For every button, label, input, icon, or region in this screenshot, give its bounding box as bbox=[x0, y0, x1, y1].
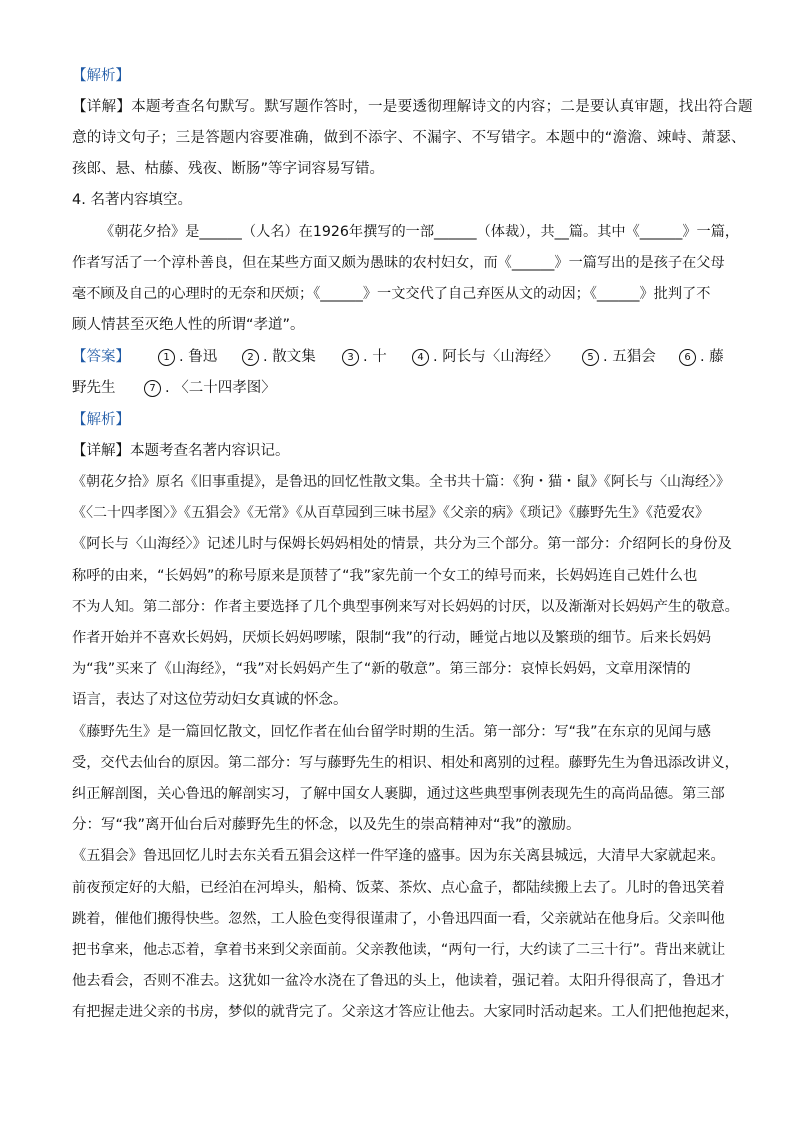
answer-item bbox=[679, 347, 724, 367]
paragraph-line: 孩郎、悬、枯藤、残夜、断肠”等字词容易写错。 bbox=[72, 161, 385, 177]
circled-number: 5 bbox=[582, 349, 599, 366]
question-title: 4. 名著内容填空。 bbox=[72, 192, 192, 208]
analysis-label: 【解析】 bbox=[72, 68, 130, 84]
paragraph-line: 受，交代去仙台的原因。第二部分：写与藤野先生的相识、相处和离别的过程。藤野先生为鲁迅添改讲义， bbox=[72, 755, 739, 771]
analysis-label: 【解析】 bbox=[72, 412, 130, 428]
paragraph-line: 《阿长与〈山海经〉》记述儿时与保姆长妈妈相处的情景，共分为三个部分。第一部分：介绍阿长的身份及 bbox=[72, 536, 732, 552]
paragraph-line: 【详解】本题考查名著内容识记。 bbox=[72, 443, 290, 459]
paragraph-line: 他去看会，否则不准去。这犹如一盆冷水浇在了鲁迅的头上，他读着，强记着。太阳升得很高了，鲁迅才 bbox=[72, 973, 725, 989]
circled-number: 6 bbox=[679, 349, 696, 366]
paragraph-line: 为“我”买来了《山海经》，“我”对长妈妈产生了“新的敬意”。第三部分：哀悼长妈妈，文章用深情的 bbox=[72, 661, 691, 677]
answer-text: . 〈二十四孝图〉 bbox=[165, 380, 276, 396]
answer-text: . 鲁迅 bbox=[179, 349, 218, 365]
paragraph-line: 作者开始并不喜欢长妈妈，厌烦长妈妈啰嗦，限制“我”的行动，睡觉占地以及繁琐的细节。后来长妈妈 bbox=[72, 630, 711, 646]
paragraph-line: 【详解】本题考查名句默写。默写题作答时，一是要透彻理解诗文的内容；二是要认真审题，找出符合题 bbox=[72, 99, 753, 115]
paragraph-line: 《〈二十四孝图〉》《五猖会》《无常》《从百草园到三味书屋》《父亲的病》《琐记》《藤野先生》《范爱农》 bbox=[72, 505, 709, 521]
circled-number: 2 bbox=[242, 349, 259, 366]
circled-number: 4 bbox=[412, 349, 429, 366]
answer-label: 【答案】 bbox=[72, 349, 130, 365]
answer-row bbox=[72, 347, 752, 367]
answer-row bbox=[72, 378, 752, 398]
paragraph-line: 《五猖会》鲁迅回忆儿时去东关看五猖会这样一件罕逢的盛事。因为东关离县城远，大清早大家就起来。 bbox=[72, 848, 725, 864]
question-line: 顾人情甚至灭绝人性的所谓“孝道”。 bbox=[72, 317, 305, 333]
answer-text: 野先生 bbox=[72, 380, 116, 396]
paragraph-line: 语言，表达了对这位劳动妇女真诚的怀念。 bbox=[72, 692, 348, 708]
paragraph-line: 不为人知。第二部分：作者主要选择了几个典型事例来写对长妈妈的讨厌，以及渐渐对长妈妈产生的敬意。 bbox=[72, 599, 739, 615]
paragraph-line: 跳着，催他们搬得快些。忽然，工人脸色变得很谨肃了，小鲁迅四面一看，父亲就站在他身后。父亲叫他 bbox=[72, 911, 725, 927]
question-line: 作者写活了一个淳朴善良，但在某些方面又颇为愚昧的农村妇女，而《______》一篇写出的是孩子在父母 bbox=[72, 255, 725, 271]
circled-number: 1 bbox=[158, 349, 175, 366]
circled-number: 3 bbox=[342, 349, 359, 366]
answer-item bbox=[342, 347, 387, 367]
answer-item bbox=[144, 378, 276, 398]
answer-text: . 藤 bbox=[700, 349, 724, 365]
answer-text: . 五猖会 bbox=[603, 349, 656, 365]
paragraph-line: 前夜预定好的大船，已经泊在河埠头，船椅、饭菜、茶炊、点心盒子，都陆续搬上去了。儿时的鲁迅笑着 bbox=[72, 880, 725, 896]
paragraph-line: 分：写“我”离开仙台后对藤野先生的怀念，以及先生的崇高精神对“我”的激励。 bbox=[72, 817, 581, 833]
paragraph-line: 意的诗文句子；三是答题内容要准确，做到不添字、不漏字、不写错字。本题中的“澹澹、竦峙、萧瑟、 bbox=[72, 130, 746, 146]
paragraph-line: 《朝花夕拾》原名《旧事重提》，是鲁迅的回忆性散文集。全书共十篇：《狗・猫・鼠》《阿长与〈山海经〉》 bbox=[72, 474, 730, 490]
answer-item bbox=[242, 347, 316, 367]
answer-item bbox=[412, 347, 558, 367]
paragraph-line: 称呼的由来，“长妈妈”的称号原来是顶替了“我”家先前一个女工的绰号而来，长妈妈连自己姓什么也 bbox=[72, 568, 698, 584]
answer-item bbox=[158, 347, 217, 367]
question-line: 《朝花夕拾》是______（人名）在1926年撰写的一部______（体裁），共__篇。其中《______》一篇， bbox=[100, 224, 740, 240]
circled-number: 7 bbox=[144, 380, 161, 397]
answer-text: . 散文集 bbox=[263, 349, 316, 365]
question-line: 毫不顾及自己的心理时的无奈和厌烦；《______》一文交代了自己弃医从文的动因；《______》批判了不 bbox=[72, 286, 711, 302]
paragraph-line: 纠正解剖图，关心鲁迅的解剖实习，了解中国女人裹脚，通过这些典型事例表现先生的高尚品德。第三部 bbox=[72, 786, 725, 802]
paragraph-line: 有把握走进父亲的书房，梦似的就背完了。父亲这才答应让他去。大家同时活动起来。工人们把他抱起来， bbox=[72, 1004, 739, 1020]
answer-text: . 十 bbox=[363, 349, 387, 365]
paragraph-line: 《藤野先生》是一篇回忆散文，回忆作者在仙台留学时期的生活。第一部分：写“我”在东京的见闻与感 bbox=[72, 724, 711, 740]
answer-text: . 阿长与〈山海经〉 bbox=[433, 349, 559, 365]
answer-item bbox=[582, 347, 656, 367]
paragraph-line: 把书拿来，他忐忑着，拿着书来到父亲面前。父亲教他读，“两句一行，大约读了二三十行”。背出来就让 bbox=[72, 942, 726, 958]
